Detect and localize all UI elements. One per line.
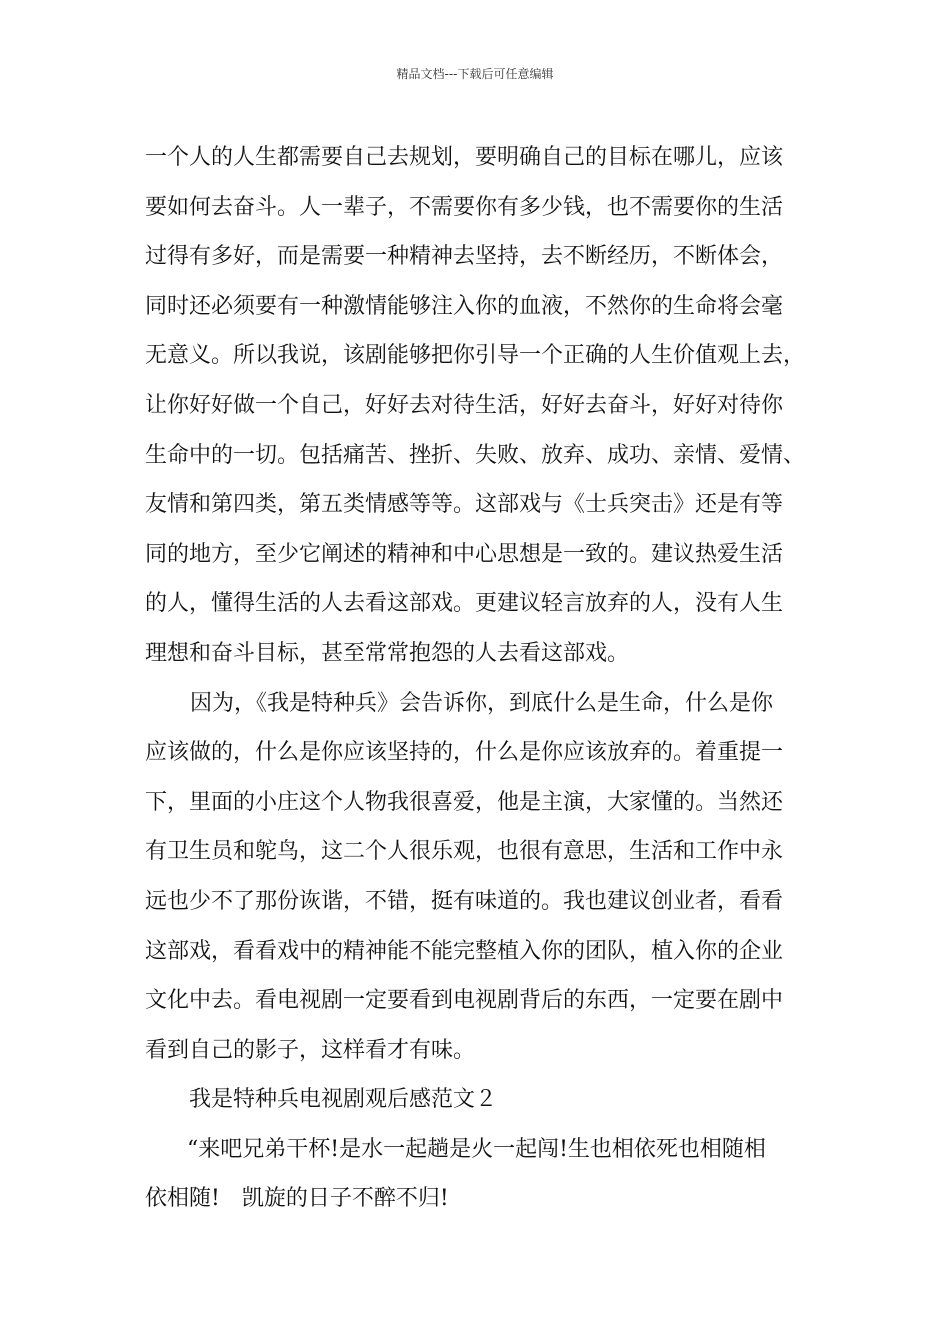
- text-line: 无意义。所以我说，该剧能够把你引导一个正确的人生价值观上去，: [145, 343, 806, 369]
- text-line: 友情和第四类，第五类情感等等。这部戏与《士兵突击》还是有等: [145, 492, 784, 518]
- page-header: 精品文档---下载后可任意编辑: [396, 67, 554, 81]
- paragraph-start-line: 因为，《我是特种兵》会告诉你，到底什么是生命，什么是你: [190, 690, 774, 716]
- text-line: 理想和奋斗目标，甚至常常抱怨的人去看这部戏。: [145, 640, 630, 666]
- text-line: 有卫生员和鸵鸟，这二个人很乐观，也很有意思，生活和工作中永: [145, 839, 784, 865]
- quote-line: 依相随! 凯旋的日子不醉不归!: [145, 1186, 449, 1212]
- quote-line: “来吧兄弟干杯!是水一起趟是火一起闯!生也相依死也相随相: [187, 1136, 766, 1162]
- text-line: 同时还必须要有一种激情能够注入你的血液，不然你的生命将会毫: [145, 293, 784, 319]
- text-line: 文化中去。看电视剧一定要看到电视剧背后的东西，一定要在剧中: [145, 988, 784, 1014]
- text-line: 一个人的人生都需要自己去规划，要明确自己的目标在哪儿，应该: [145, 145, 784, 170]
- text-line: 让你好好做一个自己，好好去对待生活，好好去奋斗，好好对待你: [145, 392, 784, 418]
- text-line: 生命中的一切。包括痛苦、挫折、失败、放弃、成功、亲情、爱情、: [145, 442, 806, 468]
- text-line: 远也少不了那份诙谐，不错，挺有味道的。我也建议创业者，看看: [145, 888, 784, 914]
- text-line: 这部戏，看看戏中的精神能不能完整植入你的团队，植入你的企业: [145, 938, 784, 964]
- text-line: 应该做的，什么是你应该坚持的，什么是你应该放弃的。着重提一: [145, 740, 784, 766]
- text-line: 过得有多好，而是需要一种精神去坚持，去不断经历，不断体会，: [145, 244, 784, 270]
- text-line: 下，里面的小庄这个人物我很喜爱，他是主演，大家懂的。当然还: [145, 789, 784, 815]
- document-body: [145, 133, 825, 1224]
- text-line: 要如何去奋斗。人一辈子，不需要你有多少钱，也不需要你的生活: [145, 194, 784, 220]
- text-line: 同的地方，至少它阐述的精神和中心思想是一致的。建议热爱生活: [145, 541, 784, 567]
- section-heading: 我是特种兵电视剧观后感范文２: [189, 1087, 498, 1113]
- text-line: 看到自己的影子，这样看才有味。: [145, 1037, 476, 1063]
- text-line: 的人，懂得生活的人去看这部戏。更建议轻言放弃的人，没有人生: [145, 591, 784, 617]
